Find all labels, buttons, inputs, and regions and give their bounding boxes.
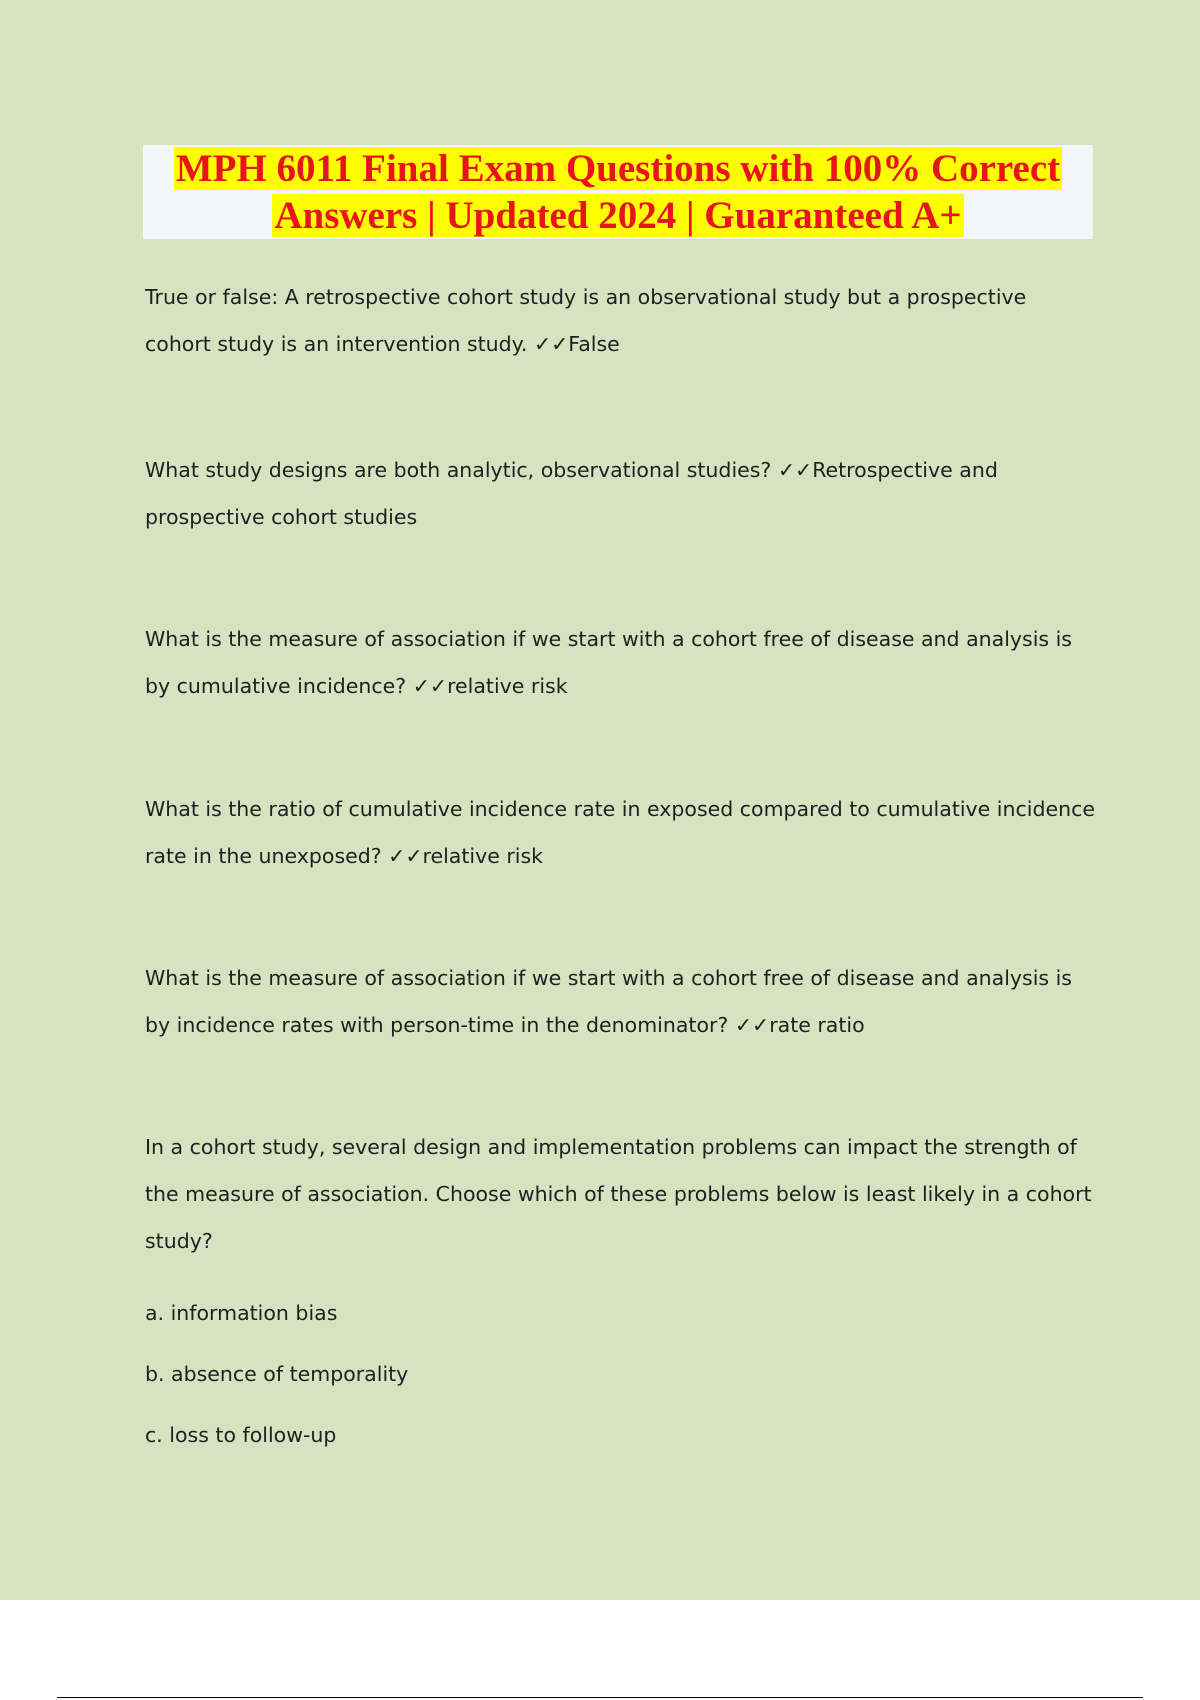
answer-text: ✓✓rate ratio [734,1013,865,1037]
answer-text: ✓✓relative risk [388,844,544,868]
question-text: True or false: A retrospective cohort study is an observational study but a prospective cohort study is an intervention study. [145,285,1027,356]
qa-item [145,955,1095,1049]
question-text: In a cohort study, several design and implementation problems can impact the strength of the measure of association. Choose which of these problems below is least likely in a cohort study? [145,1135,1092,1253]
answer-option: b. absence of temporality [145,1362,409,1386]
answer-text: ✓✓Retrospective and prospective cohort studies [145,458,998,529]
answer-text: ✓✓False [533,332,620,356]
question-text: What is the measure of association if we start with a cohort free of disease and analysis is by cumulative incidence? [145,627,1072,698]
qa-item [145,616,1095,710]
qa-item [145,447,1095,541]
answer-option: a. information bias [145,1301,338,1325]
qa-item [145,274,1095,368]
document-title [143,145,1093,239]
question-text: What is the ratio of cumulative incidence rate in exposed compared to cumulative incidence rate in the unexposed? [145,797,1095,868]
answer-option: c. loss to follow-up [145,1423,337,1447]
footer-divider [57,1697,1143,1698]
qa-item [145,786,1095,880]
qa-item [145,1124,1095,1265]
question-text: What is the measure of association if we start with a cohort free of disease and analysis is by incidence rates with person-time in the denominator? [145,966,1072,1037]
title-line-2: Answers | Updated 2024 | Guaranteed A+ [274,194,962,237]
answer-text: ✓✓relative risk [412,674,568,698]
question-text: What study designs are both analytic, observational studies? [145,458,772,482]
title-line-1: MPH 6011 Final Exam Questions with 100% Correct [175,147,1061,190]
